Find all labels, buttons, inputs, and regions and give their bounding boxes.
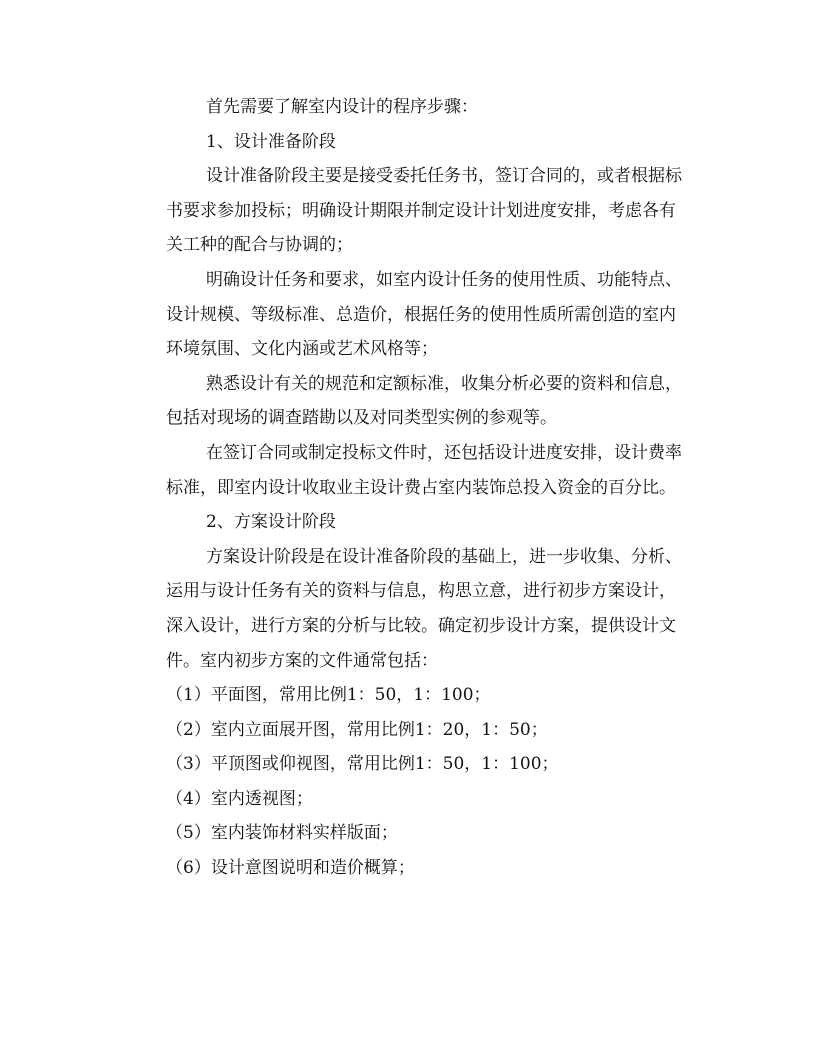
section-1-paragraph-2: 明确设计任务和要求，如室内设计任务的使用性质、功能特点、设计规模、等级标准、总造价，根据任务的使用性质所需创造的室内环境氛围、文化内涵或艺术风格等； <box>166 269 682 360</box>
section-1-paragraph-1: 设计准备阶段主要是接受委托任务书，签订合同的，或者根据标书要求参加投标；明确设计期限并制定设计计划进度安排，考虑各有关工种的配合与协调的； <box>166 166 682 256</box>
section-1-paragraph-4: 在签订合同或制定投标文件时，还包括设计进度安排，设计费率标准，即室内设计收取业主设计费占室内装饰总投入资金的百分比。 <box>166 442 682 498</box>
list-item: （4）室内透视图； <box>166 788 313 809</box>
list-item: （1）平面图，常用比例1：50，1：100； <box>166 685 491 706</box>
intro-paragraph: 首先需要了解室内设计的程序步骤： <box>206 97 478 117</box>
list-item: （2）室内立面展开图，常用比例1：20，1：50； <box>166 719 548 740</box>
list-item: （3）平顶图或仰视图，常用比例1：50，1：100； <box>166 754 559 775</box>
section-2-heading: 2、方案设计阶段 <box>206 512 336 533</box>
list-item: （6）设计意图说明和造价概算； <box>166 858 415 879</box>
list-item: （5）室内装饰材料实样版面； <box>166 823 398 844</box>
section-1-heading: 1、设计准备阶段 <box>206 131 336 152</box>
section-1-paragraph-3: 熟悉设计有关的规范和定额标准，收集分析必要的资料和信息，包括对现场的调查踏勘以及对同类型实例的参观等。 <box>166 373 682 429</box>
document-body <box>166 90 686 886</box>
section-2-paragraph: 方案设计阶段是在设计准备阶段的基础上，进一步收集、分析、运用与设计任务有关的资料与信息，构思立意，进行初步方案设计，深入设计，进行方案的分析与比较。确定初步设计方案，提供设计文件。室内初步方案的文件通常包括： <box>166 546 682 671</box>
